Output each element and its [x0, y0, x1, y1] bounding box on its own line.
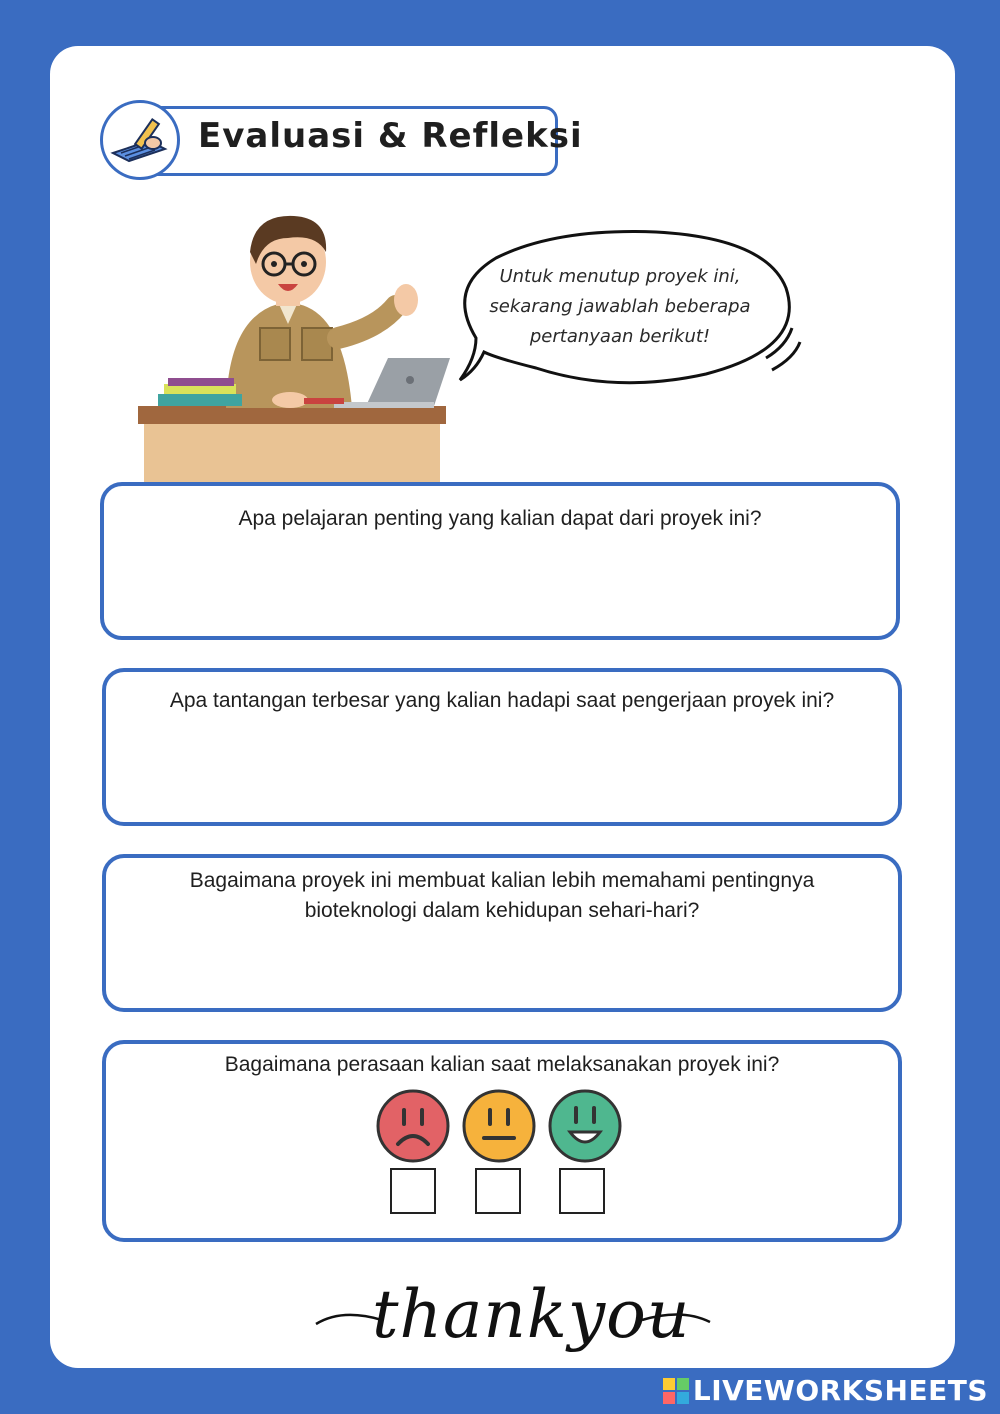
question-box-2[interactable]: [102, 668, 902, 826]
sad-face-icon: [378, 1091, 448, 1161]
page-title: Evaluasi & Refleksi: [198, 116, 583, 156]
mood-options: [374, 1088, 624, 1218]
happy-face-icon: [550, 1091, 620, 1161]
thankyou-text: thankyou: [372, 1276, 691, 1353]
neutral-face-icon: [464, 1091, 534, 1161]
mood-checkbox-sad[interactable]: [390, 1168, 436, 1214]
brand-text: LIVEWORKSHEETS: [692, 1374, 988, 1407]
teacher-illustration: [138, 208, 450, 482]
mood-checkbox-happy[interactable]: [559, 1168, 605, 1214]
closing-signature: [312, 1268, 712, 1368]
writing-icon: [100, 100, 180, 180]
question-box-1[interactable]: [100, 482, 900, 640]
liveworksheets-logo-icon: [663, 1378, 689, 1404]
title-banner: [100, 100, 583, 180]
question-text: Apa tantangan terbesar yang kalian hadapi saat pengerjaan proyek ini?: [169, 689, 835, 712]
question-box-3[interactable]: [102, 854, 902, 1012]
question-text: Bagaimana perasaan kalian saat melaksanakan proyek ini?: [224, 1053, 780, 1076]
brand-watermark: [663, 1374, 988, 1407]
question-text: Apa pelajaran penting yang kalian dapat dari proyek ini?: [238, 507, 762, 530]
question-text: Bagaimana proyek ini membuat kalian lebih memahami pentingnya bioteknologi dalam kehidupan sehari-hari?: [189, 869, 815, 922]
speech-text: Untuk menutup proyek ini, sekarang jawablah beberapa pertanyaan berikut!: [489, 266, 751, 347]
mood-checkbox-neutral[interactable]: [475, 1168, 521, 1214]
